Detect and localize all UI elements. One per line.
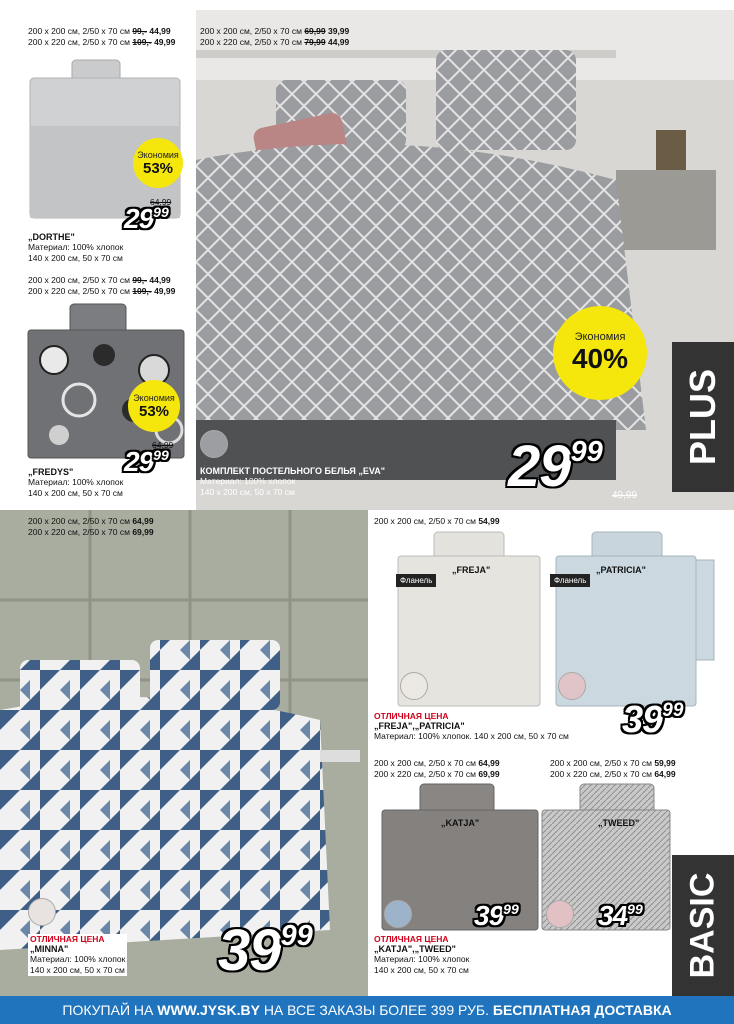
fredys-price [124, 448, 169, 476]
fredys-old-price: 64,99 [152, 440, 174, 450]
new-price: 44,99 [149, 275, 171, 285]
badge-label: Экономия [137, 149, 179, 160]
size-text: 200 x 200 см, 2/50 x 70 см [28, 275, 130, 285]
badge-label: Экономия [133, 392, 175, 403]
minna-price-list [28, 516, 154, 538]
basic-tab-label: BASIC [683, 872, 722, 979]
eva-discount-badge [553, 306, 647, 400]
eva-description [200, 466, 385, 498]
dorthe-discount-badge [133, 138, 183, 188]
new-price: 69,99 [132, 527, 154, 537]
size-text: 200 x 200 см, 2/50 x 70 см [374, 516, 476, 526]
dorthe-old-price: 64,99 [150, 197, 172, 207]
badge-percent: 53% [138, 402, 170, 420]
footer-banner [0, 996, 734, 1024]
size-text: 200 x 200 см, 2/50 x 70 см [374, 758, 476, 768]
katja-tweed-description [374, 934, 469, 976]
great-price-label: ОТЛИЧНАЯ ЦЕНА [374, 934, 449, 944]
plus-tab [672, 342, 734, 492]
price-decimal: 99 [280, 920, 313, 952]
badge-percent: 53% [142, 159, 174, 177]
fredys-discount-badge [128, 380, 180, 432]
price-decimal: 99 [627, 901, 643, 917]
material-text: Материал: 100% хлопок [200, 476, 296, 486]
badge-percent: 40% [571, 343, 629, 374]
freja-patricia-price-list [374, 516, 500, 527]
old-price: 109,- [132, 37, 152, 47]
freja-patricia-description [374, 711, 569, 742]
tweed-name: „TWEED" [598, 818, 640, 828]
eva-price-list [200, 26, 349, 48]
new-price: 59,99 [654, 758, 676, 768]
new-price: 44,99 [149, 26, 171, 36]
price-decimal: 99 [153, 204, 169, 220]
old-price: 79,99 [304, 37, 326, 47]
tweed-price-list [550, 758, 676, 780]
katja-price [474, 902, 519, 930]
size-text: 200 x 200 см, 2/50 x 70 см [28, 516, 130, 526]
product-name: КОМПЛЕКТ ПОСТЕЛЬНОГО БЕЛЬЯ „EVA" [200, 466, 385, 476]
sizes-text: 140 x 200 см, 50 x 70 см [30, 965, 125, 975]
new-price: 64,99 [132, 516, 154, 526]
size-text: 200 x 220 см, 2/50 x 70 см [28, 527, 130, 537]
old-price: 69,99 [304, 26, 326, 36]
old-price: 109,- [132, 286, 152, 296]
price-decimal: 99 [662, 700, 684, 721]
size-text: 200 x 220 см, 2/50 x 70 см [200, 37, 302, 47]
plus-tab-label: PLUS [682, 368, 724, 466]
flannel-flag-patricia: Фланель [550, 574, 590, 587]
new-price: 64,99 [478, 758, 500, 768]
new-price: 54,99 [478, 516, 500, 526]
product-name: „FREJA",„PATRICIA" [374, 721, 465, 731]
sizes-text: 140 x 200 см, 50 x 70 см [374, 965, 469, 975]
price-decimal: 99 [570, 436, 603, 468]
dorthe-price-list [28, 26, 175, 48]
fredys-description [28, 467, 123, 499]
price-integer: 29 [508, 434, 571, 499]
price-integer: 39 [474, 900, 504, 931]
size-text: 200 x 220 см, 2/50 x 70 см [28, 37, 130, 47]
katja-name: „KATJA" [441, 818, 480, 828]
great-price-label: ОТЛИЧНАЯ ЦЕНА [30, 934, 105, 944]
katja-fabric-swatch [384, 900, 412, 928]
sizes-text: 140 x 200 см, 50 x 70 см [200, 487, 295, 497]
sizes-text: 140 x 200 см, 50 x 70 см [28, 488, 123, 498]
patricia-fabric-swatch [558, 672, 586, 700]
material-text: Материал: 100% хлопок [30, 954, 126, 964]
new-price: 49,99 [154, 286, 176, 296]
footer-text-1: ПОКУПАЙ НА [62, 1002, 154, 1018]
minna-fabric-swatch [28, 898, 56, 926]
eva-old-price: 49,99 [612, 490, 638, 501]
badge-label: Экономия [574, 331, 626, 343]
new-price: 39,99 [327, 26, 350, 36]
material-text: Материал: 100% хлопок [28, 242, 124, 252]
material-text: Материал: 100% хлопок [374, 954, 470, 964]
freja-fabric-swatch [400, 672, 428, 700]
size-text: 200 x 200 см, 2/50 x 70 см [200, 26, 302, 36]
price-integer: 29 [124, 203, 154, 234]
tweed-price [598, 902, 643, 930]
great-price-label: ОТЛИЧНАЯ ЦЕНА [374, 711, 449, 721]
size-text: 200 x 200 см, 2/50 x 70 см [28, 26, 130, 36]
size-text: 200 x 220 см, 2/50 x 70 см [28, 286, 130, 296]
flannel-flag-freja: Фланель [396, 574, 436, 587]
fredys-price-list [28, 275, 175, 297]
price-integer: 34 [598, 900, 628, 931]
size-text: 200 x 220 см, 2/50 x 70 см [374, 769, 476, 779]
basic-tab [672, 855, 734, 996]
sizes-text: 140 x 200 см, 50 x 70 см [28, 253, 123, 263]
price-integer: 29 [124, 446, 154, 477]
freja-patricia-price [622, 701, 683, 739]
old-price: 99,- [132, 26, 147, 36]
price-decimal: 99 [153, 447, 169, 463]
size-text: 200 x 220 см, 2/50 x 70 см [550, 769, 652, 779]
dorthe-price [124, 205, 169, 233]
freja-name: „FREJA" [452, 565, 491, 575]
eva-photo [196, 10, 734, 510]
footer-delivery: БЕСПЛАТНАЯ ДОСТАВКА [492, 1002, 672, 1018]
price-decimal: 99 [503, 901, 519, 917]
size-text: 200 x 200 см, 2/50 x 70 см [550, 758, 652, 768]
patricia-name: „PATRICIA" [596, 565, 646, 575]
material-text: Материал: 100% хлопок [28, 477, 124, 487]
minna-description [28, 934, 127, 976]
dorthe-description [28, 232, 123, 264]
product-name: „DORTHE" [28, 232, 75, 242]
footer-text-2: НА ВСЕ ЗАКАЗЫ БОЛЕЕ 399 РУБ. [263, 1002, 489, 1018]
product-name: „FREDYS" [28, 467, 74, 477]
eva-price [508, 434, 603, 499]
eva-fabric-swatch [200, 430, 228, 458]
price-integer: 39 [218, 918, 281, 983]
new-price: 69,99 [478, 769, 500, 779]
price-integer: 39 [622, 699, 663, 741]
product-name: „MINNA" [30, 944, 69, 954]
new-price: 49,99 [154, 37, 176, 47]
footer-site-link[interactable]: WWW.JYSK.BY [157, 1002, 260, 1018]
minna-price [218, 918, 313, 983]
katja-price-list [374, 758, 500, 780]
tweed-fabric-swatch [546, 900, 574, 928]
new-price: 64,99 [654, 769, 676, 779]
new-price: 44,99 [327, 37, 350, 47]
material-text: Материал: 100% хлопок. 140 x 200 см, 50 x 70 см [374, 731, 569, 741]
old-price: 99,- [132, 275, 147, 285]
eva-bed-illustration [196, 10, 734, 510]
product-name: „KATJA",„TWEED" [374, 944, 456, 954]
